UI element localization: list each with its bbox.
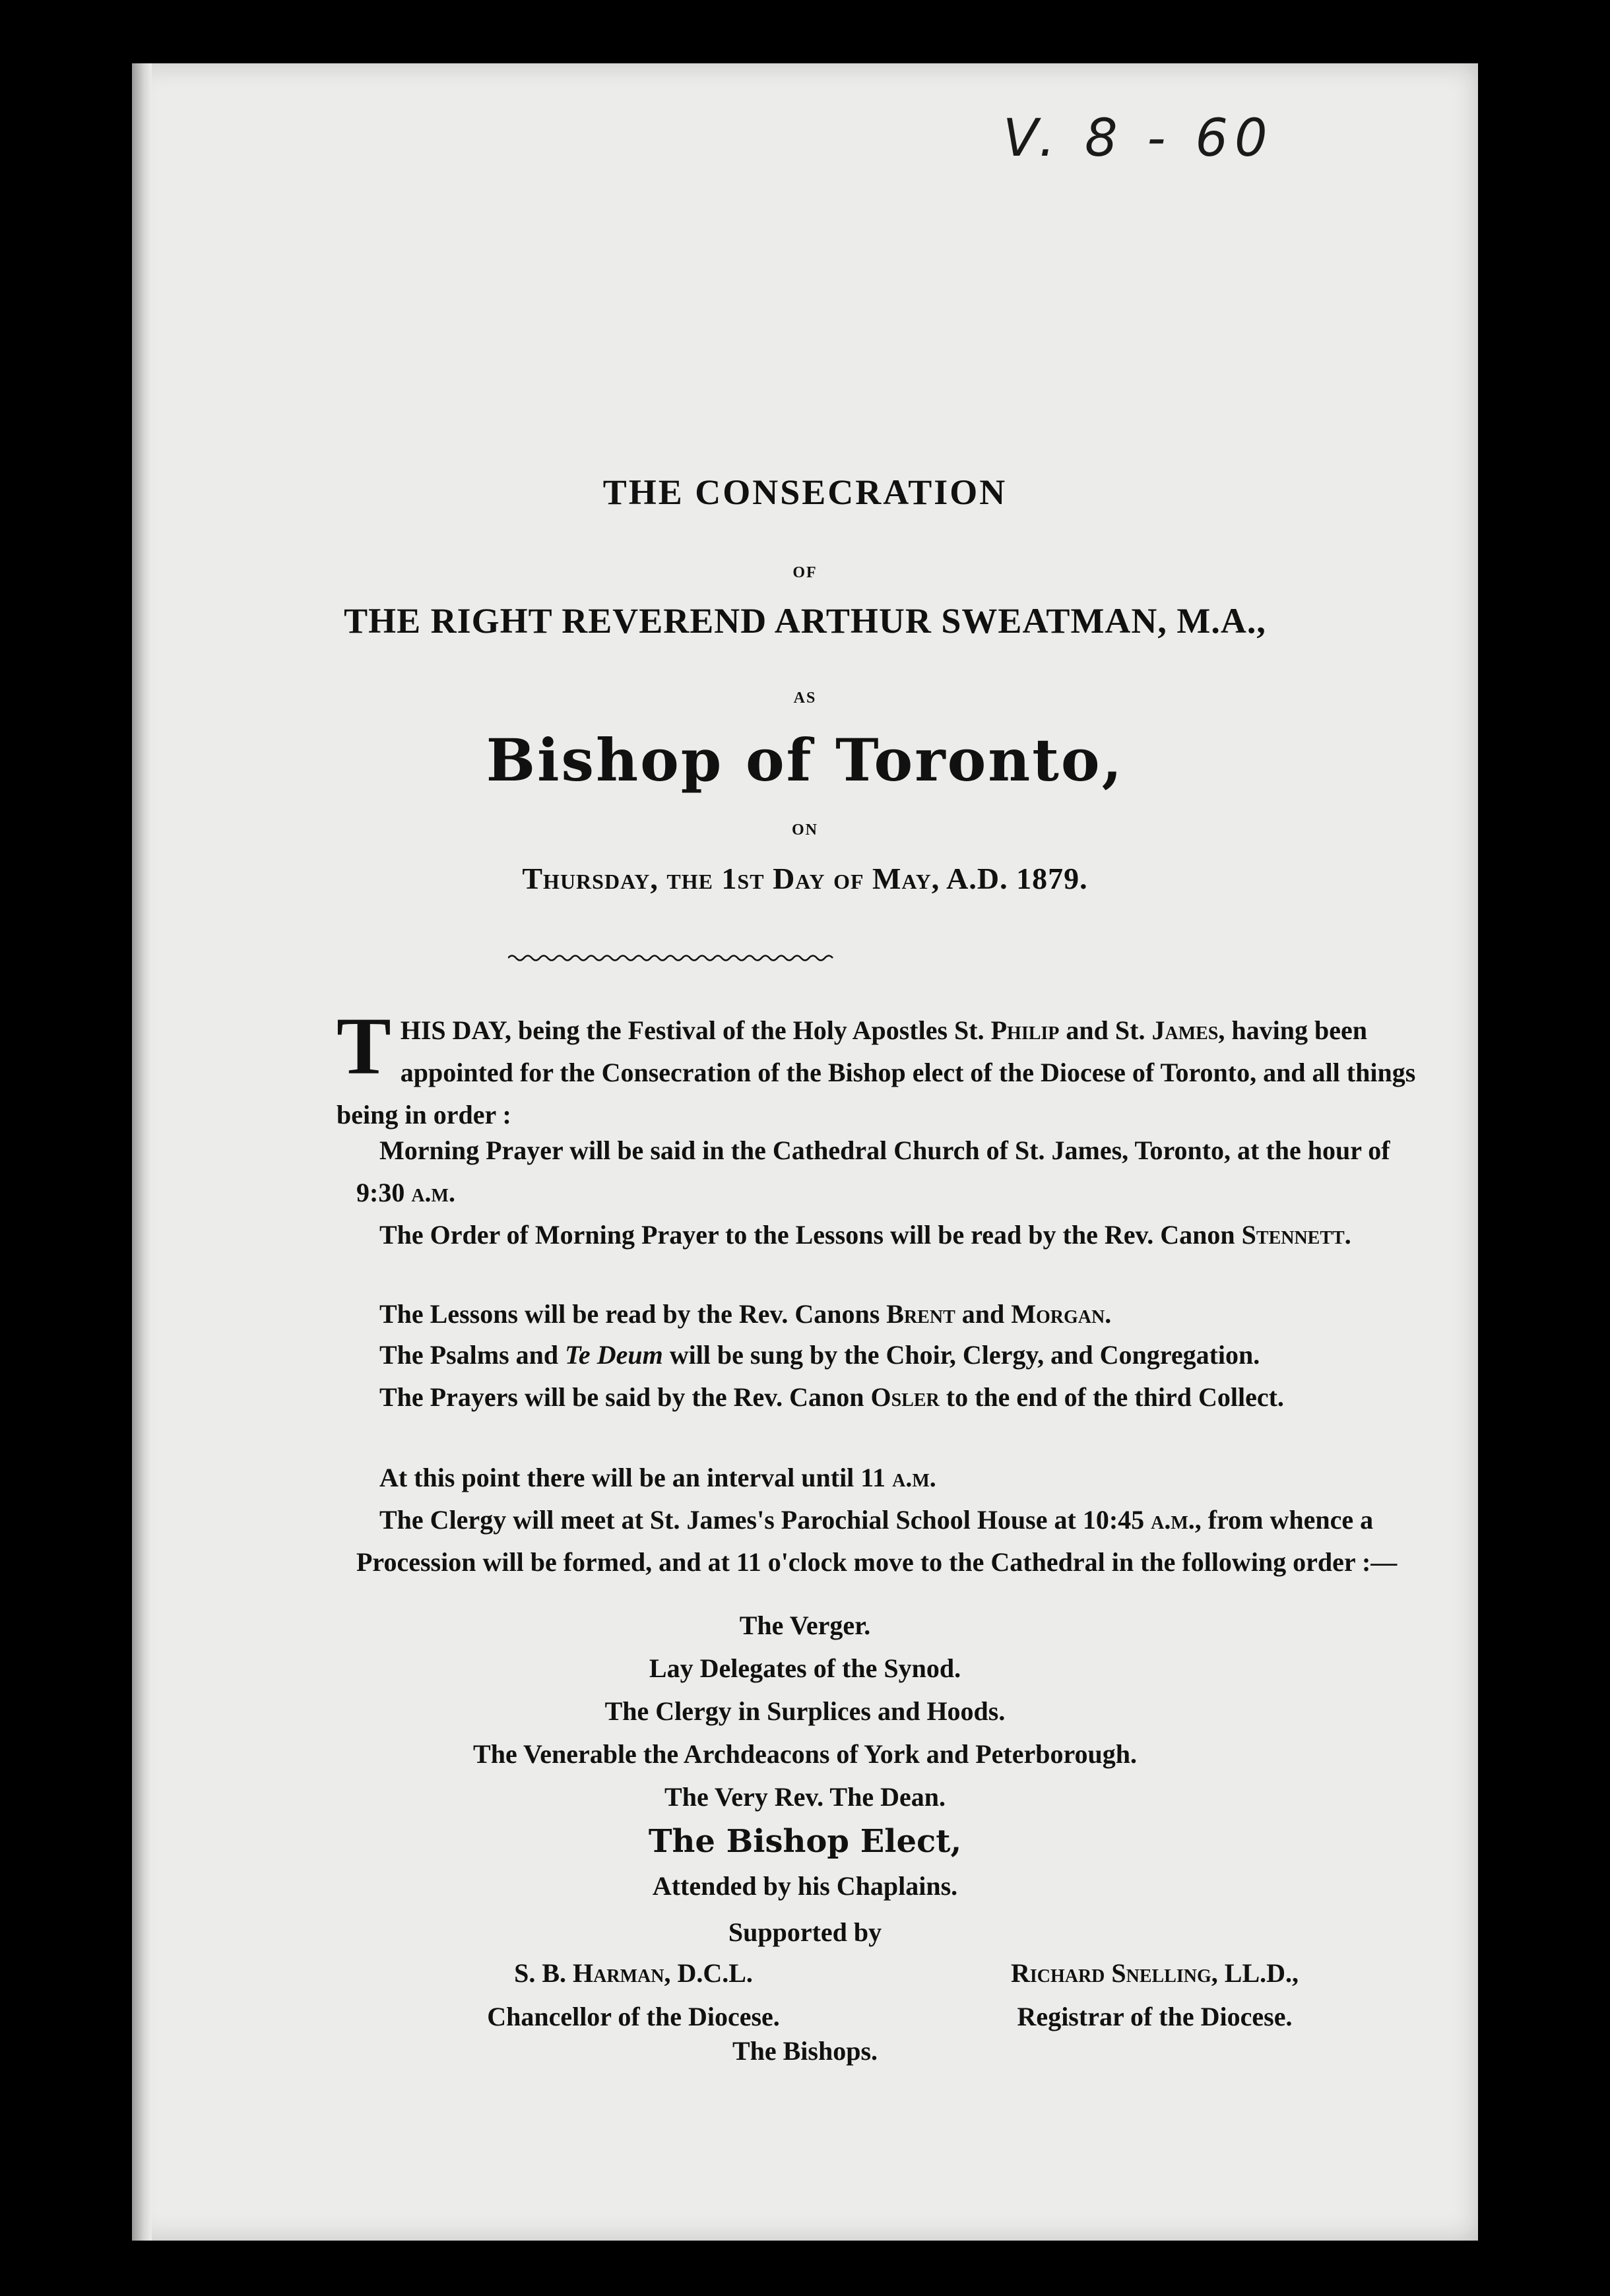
supporter-right (858, 1952, 1452, 2039)
interval-paragraph: At this point there will be an interval until 11 a.m. (379, 1463, 936, 1492)
supporter-right-title: Registrar of the Diocese. (1017, 2002, 1293, 2031)
supporter-left-title: Chancellor of the Diocese. (487, 2002, 780, 2031)
clergy-paragraph: The Clergy will meet at St. James's Parochial School House at 10:45 a.m., from whence a Procession will be formed, and at 11 o'clock move to the Cathedral in the following order :— (356, 1505, 1398, 1577)
of-label: OF (792, 564, 818, 581)
lessons-paragraph: The Lessons will be read by the Rev. Canons Brent and Morgan. (379, 1299, 1112, 1329)
drop-cap: T (337, 1001, 391, 1091)
prayers-paragraph: The Prayers will be said by the Rev. Canon Osler to the end of the third Collect. (379, 1382, 1284, 1412)
page-edge (132, 63, 152, 2241)
supporter-right-name: Richard Snelling, LL.D., (1010, 1958, 1299, 1988)
psalms-paragraph: The Psalms and Te Deum will be sung by the Choir, Clergy, and Congregation. (379, 1340, 1260, 1370)
supporter-left (337, 1952, 930, 2039)
date-line: Thursday, the 1st Day of May, A.D. 1879. (522, 862, 1088, 895)
morning-prayer-paragraph: Morning Prayer will be said in the Cathedral Church of St. James, Toronto, at the hour of 9:30 a.m. (356, 1135, 1390, 1207)
order-paragraph: The Order of Morning Prayer to the Lessons will be read by the Rev. Canon Stennett. (379, 1220, 1351, 1250)
closing-line: The Bishops. (732, 2036, 878, 2066)
procession-lay-delegates: Lay Delegates of the Synod. (649, 1653, 961, 1683)
supporter-left-name: S. B. Harman, D.C.L. (514, 1958, 753, 1988)
procession-verger: The Verger. (739, 1610, 871, 1640)
title: THE CONSECRATION (602, 472, 1008, 512)
procession-archdeacons: The Venerable the Archdeacons of York and Peterborough. (473, 1739, 1137, 1769)
handwritten-annotation: V. 8 - 60 (1003, 109, 1274, 168)
bishop-name: THE RIGHT REVEREND ARTHUR SWEATMAN, M.A., (344, 601, 1266, 641)
wavy-rule (508, 953, 838, 963)
attended-line: Attended by his Chaplains. (652, 1871, 958, 1901)
as-label: AS (793, 689, 817, 707)
see-title: Bishop of Toronto, (486, 726, 1124, 794)
on-label: ON (792, 821, 818, 839)
procession-dean: The Very Rev. The Dean. (664, 1782, 946, 1812)
supported-line: Supported by (728, 1917, 882, 1947)
intro-paragraph: THIS DAY, being the Festival of the Holy Apostles St. Philip and St. James, having been appointed for the Consecration of the Bishop elect of the Diocese of Toronto, and all things being in order : (337, 1001, 1416, 1130)
procession-clergy: The Clergy in Surplices and Hoods. (604, 1696, 1006, 1726)
bishop-elect: The Bishop Elect, (648, 1823, 962, 1860)
